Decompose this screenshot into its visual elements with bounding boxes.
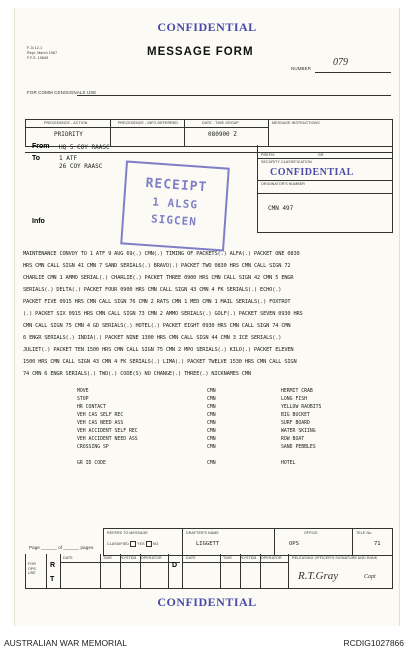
- refers-label: REFERS TO MESSAGE: [107, 531, 148, 535]
- code-mid: CMN: [207, 461, 216, 466]
- code-mid: CMN: [207, 437, 216, 442]
- message-line: 6 ENGR SERIALS(.) INDIA(.) PACKET NINE 1300 HRS CMN CALL SIGN 44 CMN 3 ICE SERIALS(.): [23, 335, 282, 341]
- security-value: CONFIDENTIAL: [270, 167, 354, 178]
- receipt-stamp: RECEIPT 1 ALSG SIGCEN: [120, 160, 230, 251]
- code-right: YELLOW RAOBITS: [281, 405, 322, 410]
- releasing-rank: Capt: [364, 574, 376, 580]
- code-right: HERMIT CRAB: [281, 389, 313, 394]
- code-right: LONG FISH: [281, 397, 307, 402]
- right-addressing-box: [257, 145, 393, 233]
- code-mid: CMN: [207, 389, 216, 394]
- message-line: HRS CMN CALL SIGN 41 CMN 7 SAND SERIALS(.) BRAVO(.) PACKET TWO 0830 HRS CMN CALL SIGN 72: [23, 263, 291, 269]
- code-right: SURF BOARD: [281, 421, 310, 426]
- code-mid: CMN: [207, 405, 216, 410]
- office-label: OFFICE: [304, 531, 318, 535]
- col-operator-1: OPERATOR: [141, 556, 162, 560]
- dtg-value: 080900 Z: [208, 131, 237, 138]
- ops-use-row: [25, 554, 393, 589]
- code-left: CROSSING SP: [77, 445, 109, 450]
- footer-left: AUSTRALIAN WAR MEMORIAL: [4, 638, 127, 648]
- from-label: From: [32, 143, 50, 150]
- code-left: STOP: [77, 397, 89, 402]
- dtg-label: DATE - TIME GROUP: [202, 121, 239, 125]
- code-left: VEH ACCIDENT NEED ASS: [77, 437, 138, 442]
- classification-bottom: CONFIDENTIAL: [157, 595, 257, 609]
- archive-footer: [0, 632, 410, 654]
- number-label: NUMBER: [291, 66, 312, 71]
- code-right: SAND PEBBLES: [281, 445, 316, 450]
- code-mid: CMN: [207, 421, 216, 426]
- classified-options: CLASSIFIED YES NO: [107, 541, 159, 546]
- message-line: (.) PACKET SIX 0915 HRS CMN CALL SIGN 73 CMN 2 AMMO SERIALS(.) GOLF(.) PACKET SEVEN 0930 HRS: [23, 311, 303, 317]
- releasing-signature: R.T.Gray: [298, 570, 339, 582]
- form-title: MESSAGE FORM: [147, 46, 254, 58]
- classification-top: CONFIDENTIAL: [157, 20, 257, 34]
- message-line: PACKET FIVE 0915 HRS CMN CALL SIGN 76 CMN 2 RATS CMN 1 MED CMN 1 MAIL SERIALS(.) FOXTROT: [23, 299, 291, 305]
- r-label: R: [50, 562, 56, 569]
- number-value: 079: [333, 57, 348, 68]
- releasing-label: RELEASING OFFICER'S SIGNATURE AND RANK: [292, 556, 378, 560]
- drafter-label: DRAFTER'S NAME: [186, 531, 219, 535]
- code-right: BIG BUCKET: [281, 413, 310, 418]
- info-label: Info: [32, 218, 45, 225]
- form-reference: F-3i 12-1 Repr. March 1967 F.F.S. 19845: [27, 46, 58, 60]
- security-label: SECURITY CLASSIFICATION: [261, 160, 312, 164]
- code-right: ROW BOAT: [281, 437, 305, 442]
- tele-label: TELE No.: [356, 531, 373, 535]
- code-right: HOTEL: [281, 461, 296, 466]
- for-ops-label: FOR OPS USE: [28, 562, 36, 575]
- precedence-row: [25, 119, 393, 147]
- instructions-label: MESSAGE INSTRUCTIONS: [272, 121, 320, 125]
- originator-label: ORIGINATOR'S NUMBER: [261, 182, 305, 186]
- code-right: WATER SKIING: [281, 429, 316, 434]
- col-system-2: SYSTEM: [241, 556, 257, 560]
- message-line: 74 CMN 6 ENGR SERIALS(.) TWO(.) CODE(S) NO CHANGE(.) THREE(.) NICKNAMES CMN: [23, 371, 251, 377]
- col-system-1: SYSTEM: [121, 556, 137, 560]
- to-value-1: 1 ATF: [59, 155, 78, 162]
- d-label: D: [172, 562, 178, 569]
- footer-right: RCDIG1027866: [343, 638, 404, 648]
- gr-label: GR: [318, 153, 324, 157]
- precedence-info-label: PRECEDENCE - INFO DEFERRED: [117, 121, 179, 125]
- message-line: SERIALS(.) DELTA(.) PACKET FOUR 0900 HRS CMN CALL SIGN 43 CMN 4 FK SERIALS(.) ECHO(.): [23, 287, 282, 293]
- message-form-page: [14, 8, 400, 626]
- originator-value: CMN 497: [268, 205, 294, 212]
- message-line: JULIET(.) PACKET TEN 1500 HRS CMN CALL SIGN 75 CMN 2 MPO SERIALS(.) KILO(.) PACKET ELEVEN: [23, 347, 294, 353]
- message-line: MAINTENANCE CONVOY TO 1 ATF 9 AUG 69(.) CMN(.) TIMING OF PACKETS(.) ALFA(.) PACKET ONE 0830: [23, 251, 300, 257]
- code-mid: CMN: [207, 413, 216, 418]
- code-left: VEH CAS NEED ASS: [77, 421, 124, 426]
- office-value: OPS: [289, 541, 299, 547]
- from-value: HQ 5 COY RAASC: [59, 144, 110, 151]
- code-left: MOVE: [77, 389, 89, 394]
- message-line: CHARLIE CMN 1 AMMO SERIAL(.) CHARLIE(.) PACKET THREE 0900 HRS CMN CALL SIGN 42 CMN 5 ENGR: [23, 275, 294, 281]
- col-operator-2: OPERATOR: [261, 556, 282, 560]
- col-time-2: TIME: [223, 556, 232, 560]
- t-label: T: [50, 576, 55, 583]
- code-left: GR ID CODE: [77, 461, 106, 466]
- drafter-row: [103, 528, 393, 556]
- col-date-2: DATE: [186, 556, 196, 560]
- message-line: CMN CALL SIGN 75 CMN 4 GD SERIALS(.) HOTEL(.) PACKET EIGHT 0930 HRS CMN CALL SIGN 74 CMN: [23, 323, 291, 329]
- precedence-action-label: PRECEDENCE - ACTION: [44, 121, 88, 125]
- col-time-1: TIME: [103, 556, 112, 560]
- code-left: VEH CAS SELF REC: [77, 413, 124, 418]
- tele-value: 71: [374, 541, 381, 547]
- code-mid: CMN: [207, 397, 216, 402]
- comm-cen-label: FOR COMM CEN/SIGNALS USE: [27, 90, 97, 95]
- drafter-value: LIGGETT: [196, 541, 220, 547]
- code-left: VEH ACCIDENT SELF REC: [77, 429, 138, 434]
- prefix-label: PREFIX: [261, 153, 275, 157]
- to-label: To: [32, 155, 41, 162]
- code-mid: CMN: [207, 429, 216, 434]
- precedence-action-value: PRIORITY: [54, 131, 83, 138]
- code-left: HR CONTACT: [77, 405, 106, 410]
- code-mid: CMN: [207, 445, 216, 450]
- to-value-2: 26 COY RAASC: [59, 163, 103, 170]
- col-date-1: DATE: [63, 556, 73, 560]
- message-line: 1500 HRS CMN CALL SIGN 43 CMN 4 FK SERIALS(.) LIMA(.) PACKET TWELVE 1530 HRS CMN CALL SIGN: [23, 359, 297, 365]
- page-label: Page ______ of ______ pages: [29, 545, 94, 550]
